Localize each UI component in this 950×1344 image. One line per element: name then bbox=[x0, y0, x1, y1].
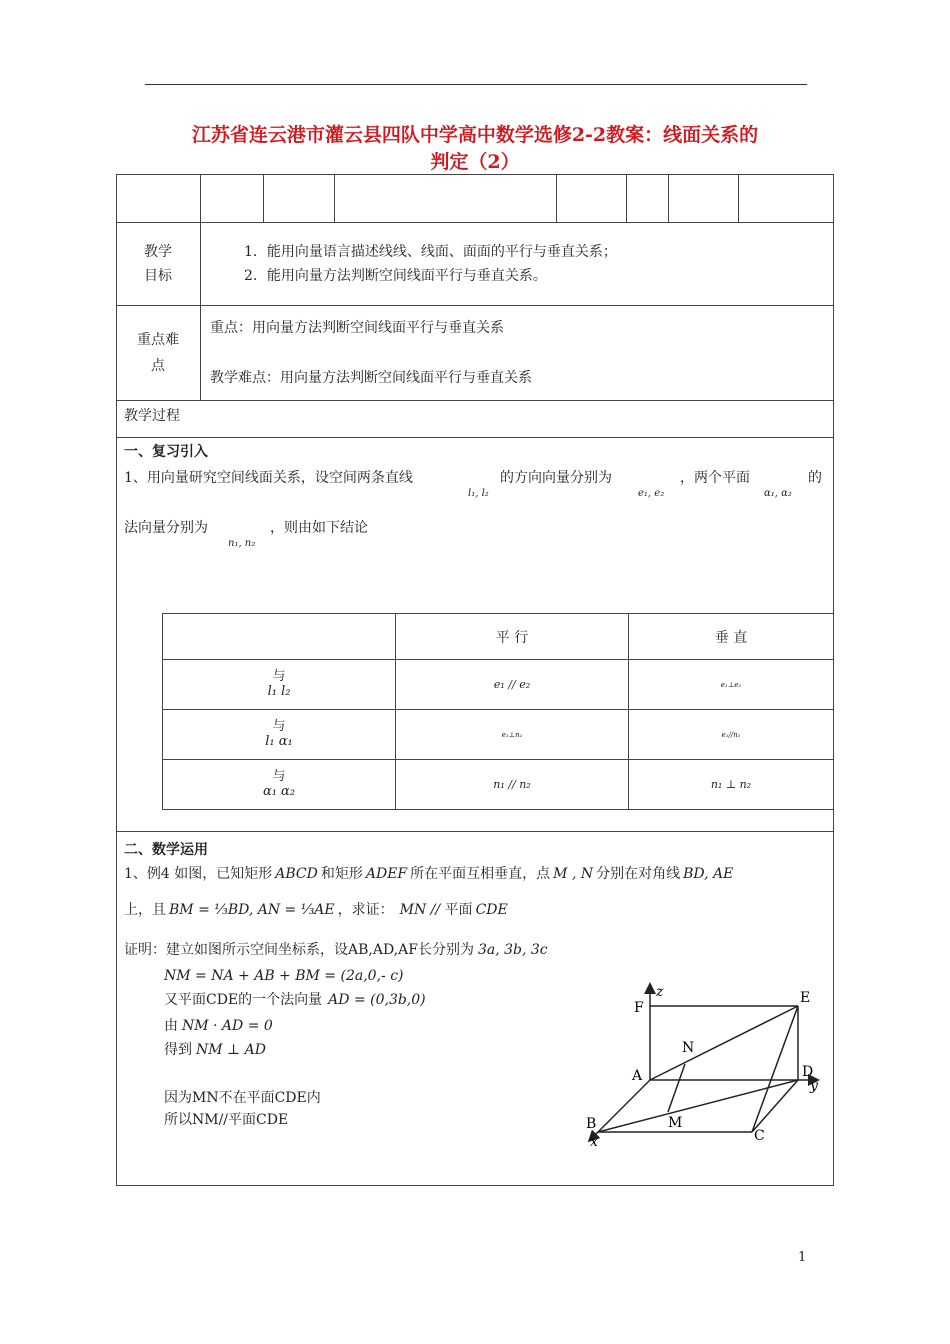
label-a: A bbox=[632, 1068, 643, 1084]
page-number: 1 bbox=[798, 1250, 807, 1265]
row-divider bbox=[116, 305, 834, 306]
edge-ab bbox=[598, 1080, 650, 1132]
row-divider bbox=[116, 831, 834, 832]
process-label: 教学过程 bbox=[124, 408, 180, 424]
proof-line-1: 证明：建立如图所示空间坐标系，设AB,AD,AF长分别为 3a, 3b, 3c bbox=[124, 942, 548, 958]
header-cell-divider bbox=[668, 174, 669, 222]
table-row bbox=[163, 760, 834, 810]
review-planes-symbol: α₁, α₂ bbox=[764, 488, 792, 499]
objective-item-2: 2．能用向量方法判断空间线面平行与垂直关系。 bbox=[244, 268, 547, 284]
row-label-cell: 与 l₁ l₂ bbox=[163, 660, 396, 710]
objectives-label: 教学 目标 bbox=[144, 244, 172, 284]
label-d: D bbox=[802, 1064, 814, 1080]
review-line-1a: 1、用向量研究空间线面关系，设空间两条直线 bbox=[124, 470, 413, 486]
row-divider bbox=[116, 400, 834, 401]
proof-line-5: 得到 NM ⊥ AD bbox=[164, 1042, 266, 1058]
header-cell-divider bbox=[263, 174, 264, 222]
proof-line-4: 由 NM · AD = 0 bbox=[164, 1018, 273, 1034]
table-row bbox=[163, 660, 834, 710]
row-divider bbox=[116, 222, 834, 223]
review-lines-symbol: l₁, l₂ bbox=[468, 488, 489, 499]
table-header-row bbox=[163, 614, 834, 660]
header-cell-divider bbox=[626, 174, 627, 222]
proof-line-3: 又平面CDE的一个法向量 AD = (0,3b,0) bbox=[164, 992, 426, 1008]
review-line-1c: ，两个平面 bbox=[680, 470, 750, 486]
review-normal-vectors: n₁, n₂ bbox=[228, 538, 256, 549]
header-cell-divider bbox=[556, 174, 557, 222]
title-line-2: 判定（2） bbox=[430, 151, 520, 173]
label-z: z bbox=[656, 984, 664, 1000]
difficulty-text: 教学难点：用向量方法判断空间线面平行与垂直关系 bbox=[210, 370, 532, 386]
objective-item-1: 1．能用向量语言描述线线、线面、面面的平行与垂直关系； bbox=[244, 244, 617, 260]
key-point-text: 重点：用向量方法判断空间线面平行与垂直关系 bbox=[210, 320, 504, 336]
keypoints-label: 重点难 点 bbox=[137, 332, 179, 374]
label-c: C bbox=[754, 1128, 765, 1144]
relation-table bbox=[162, 613, 834, 810]
label-y: y bbox=[810, 1078, 818, 1094]
label-f: F bbox=[634, 1000, 644, 1016]
label-x: x bbox=[590, 1134, 598, 1150]
table-row bbox=[163, 710, 834, 760]
header-cell-divider bbox=[738, 174, 739, 222]
review-direction-vectors: e₁, e₂ bbox=[638, 488, 665, 499]
review-line-2a: 法向量分别为 bbox=[124, 520, 208, 536]
perpendicular-cell: e₁⊥e₂ bbox=[629, 660, 834, 710]
perpendicular-cell: n₁ ⊥ n₂ bbox=[629, 760, 834, 810]
label-e: E bbox=[800, 990, 811, 1006]
edge-cd bbox=[752, 1080, 798, 1132]
top-rule bbox=[145, 84, 807, 85]
proof-line-7: 所以NM//平面CDE bbox=[164, 1112, 289, 1128]
label-column-divider bbox=[200, 222, 201, 400]
example-line-2: 上，且 BM = ⅓BD, AN = ⅓AE ，求证： MN // 平面 CDE bbox=[124, 902, 508, 918]
table-header-cell: 垂 直 bbox=[629, 614, 834, 660]
header-cell-divider bbox=[334, 174, 335, 222]
review-line-1d: 的 bbox=[808, 470, 822, 486]
parallel-cell: n₁ // n₂ bbox=[396, 760, 629, 810]
geometry-figure bbox=[570, 980, 830, 1150]
example-line-1: 1、例4 如图，已知矩形 ABCD 和矩形 ADEF 所在平面互相垂直，点 M , N 分别在对角线 BD, AE bbox=[124, 866, 734, 882]
proof-line-2: NM = NA + AB + BM = (2a,0,- c) bbox=[164, 968, 404, 984]
review-heading: 一、复习引入 bbox=[124, 444, 208, 460]
table-header-cell: 平 行 bbox=[396, 614, 629, 660]
parallel-cell: e₁⊥n₁ bbox=[396, 710, 629, 760]
application-heading: 二、数学运用 bbox=[124, 842, 208, 858]
label-n: N bbox=[682, 1040, 695, 1056]
label-m: M bbox=[668, 1115, 683, 1131]
review-line-1b: 的方向向量分别为 bbox=[500, 470, 612, 486]
row-label-cell: 与 α₁ α₂ bbox=[163, 760, 396, 810]
row-label-cell: 与 l₁ α₁ bbox=[163, 710, 396, 760]
row-divider bbox=[116, 437, 834, 438]
parallel-cell: e₁ // e₂ bbox=[396, 660, 629, 710]
title-line-1: 江苏省连云港市灌云县四队中学高中数学选修2-2教案：线面关系的 bbox=[191, 124, 759, 146]
label-b: B bbox=[586, 1116, 597, 1132]
table-header-cell bbox=[163, 614, 396, 660]
proof-line-6: 因为MN不在平面CDE内 bbox=[164, 1090, 321, 1106]
review-line-2b: ，则由如下结论 bbox=[270, 520, 368, 536]
perpendicular-cell: e₁//n₁ bbox=[629, 710, 834, 760]
header-cell-divider bbox=[200, 174, 201, 222]
segment-mn bbox=[668, 1064, 685, 1112]
document-title bbox=[120, 122, 830, 176]
